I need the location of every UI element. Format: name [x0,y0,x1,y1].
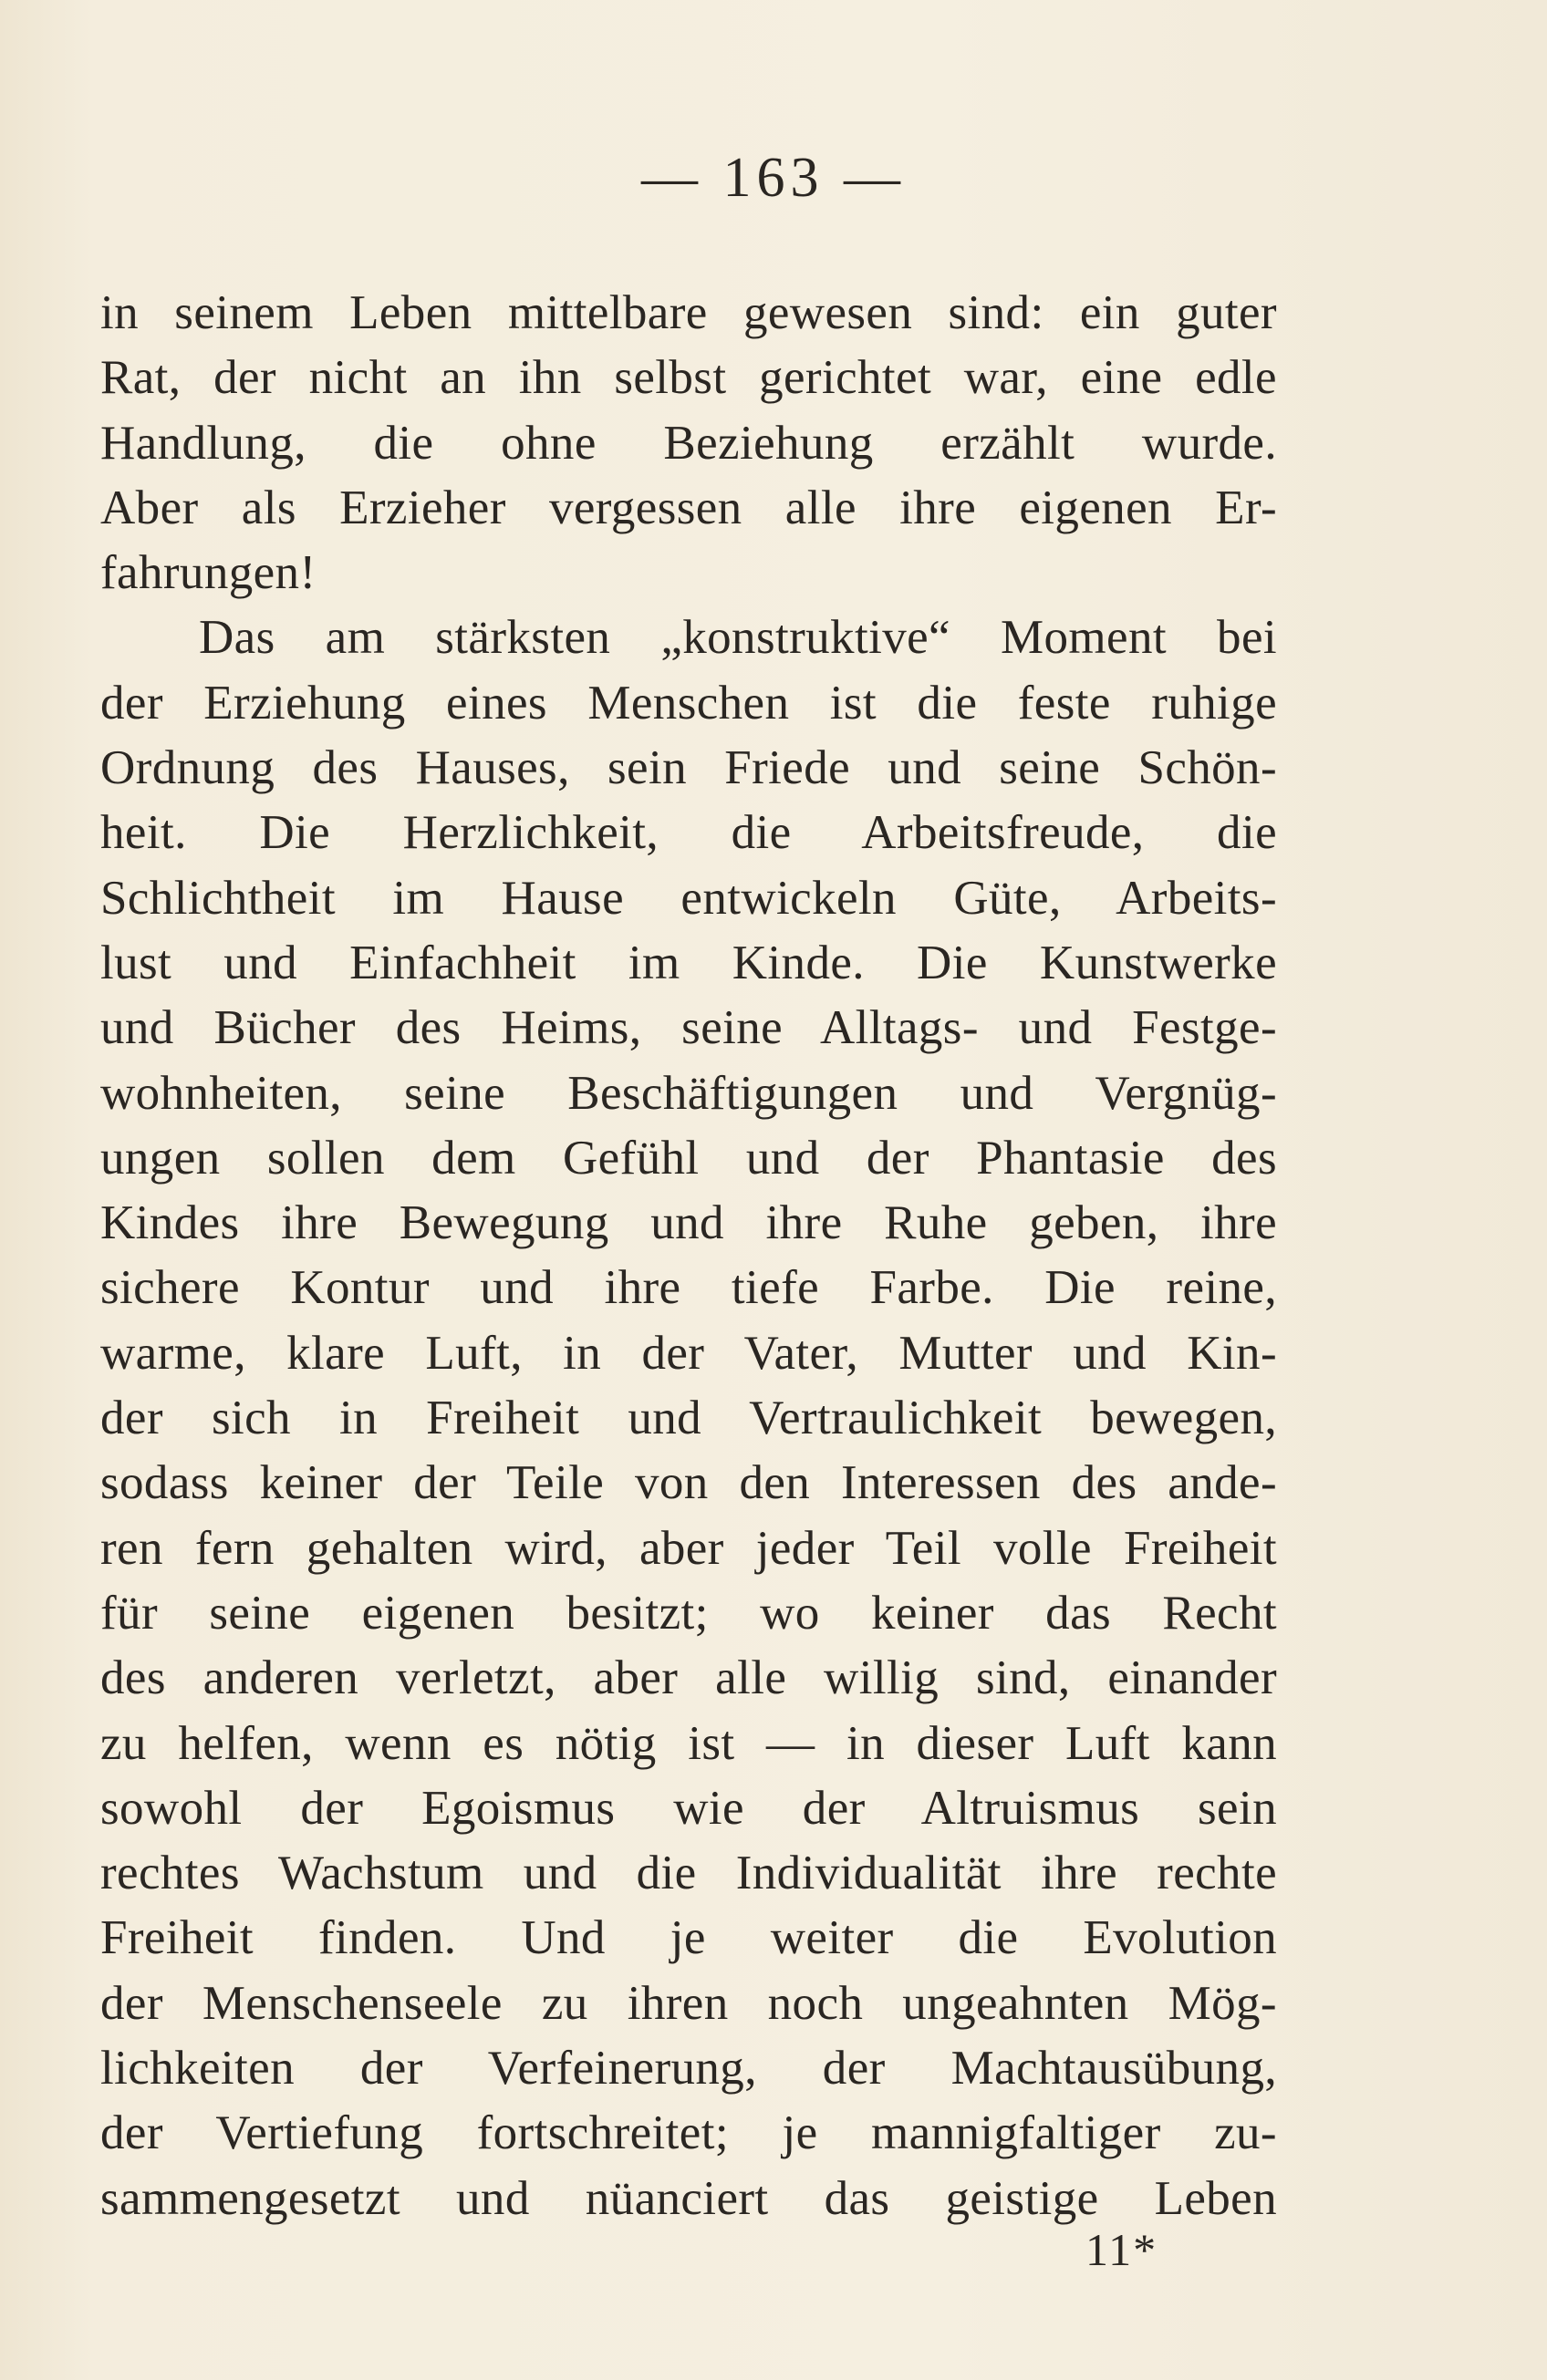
text-line: sichere Kontur und ihre tiefe Farbe. Die reine, [100,1261,1277,1315]
text-line: lust und Einfachheit im Kinde. Die Kunstwerke [100,936,1277,989]
text-line: rechtes Wachstum und die Individualität ihre rechte [100,1847,1277,1900]
text-line: und Bücher des Heims, seine Alltags- und Festge- [100,1001,1277,1055]
text-line: der sich in Freiheit und Vertraulichkeit bewegen, [100,1392,1277,1445]
text-line: fahrungen! [100,546,317,600]
text-line: warme, klare Luft, in der Vater, Mutter und Kin- [100,1326,1277,1380]
text-line: heit. Die Herzlichkeit, die Arbeitsfreude, die [100,806,1277,860]
text-line: wohnheiten, seine Beschäftigungen und Vergnüg- [100,1066,1277,1120]
text-line: ren fern gehalten wird, aber jeder Teil volle Freiheit [100,1521,1277,1575]
text-line: ungen sollen dem Gefühl und der Phantasie des [100,1131,1277,1185]
text-line: der Menschenseele zu ihren noch ungeahnten Mög- [100,1976,1277,2030]
text-line: der Erziehung eines Menschen ist die feste ruhige [100,676,1277,730]
text-line: für seine eigenen besitzt; wo keiner das Recht [100,1586,1277,1640]
text-line: Aber als Erzieher vergessen alle ihre eigenen Er- [100,481,1277,534]
text-line: Kindes ihre Bewegung und ihre Ruhe geben, ihre [100,1196,1277,1250]
page-number-header: — 163 — [641,147,906,209]
text-line: Das am stärksten „konstruktive“ Moment bei [199,611,1277,665]
text-line: der Vertiefung fortschreitet; je mannigfaltiger zu- [100,2106,1277,2160]
text-line: sowohl der Egoismus wie der Altruismus sein [100,1781,1277,1835]
text-line: Ordnung des Hauses, sein Friede und seine Schön- [100,741,1277,795]
text-line: des anderen verletzt, aber alle willig sind, einander [100,1651,1277,1705]
body-text [100,281,1277,2231]
text-line: sammengesetzt und nüanciert das geistige Leben [100,2171,1277,2225]
text-line: Freiheit finden. Und je weiter die Evolution [100,1911,1277,1965]
text-line: lichkeiten der Verfeinerung, der Machtausübung, [100,2042,1277,2095]
text-line: sodass keiner der Teile von den Interessen des ande- [100,1456,1277,1510]
text-line: Handlung, die ohne Beziehung erzählt wurde. [100,416,1277,470]
text-line: zu helfen, wenn es nötig ist — in dieser Luft kann [100,1716,1277,1770]
text-line: in seinem Leben mittelbare gewesen sind: ein guter [100,286,1277,339]
signature-mark: 11* [1085,2224,1158,2275]
text-line: Schlichtheit im Hause entwickeln Güte, Arbeits- [100,871,1277,925]
text-line: Rat, der nicht an ihn selbst gerichtet war, eine edle [100,351,1277,405]
